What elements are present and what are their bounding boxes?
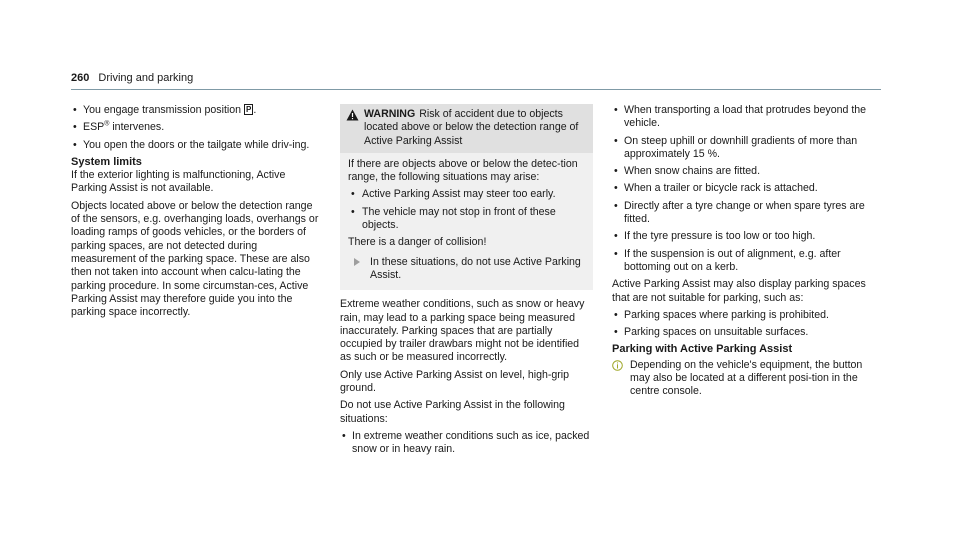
- conditions-list: [71, 104, 321, 152]
- column-3: [612, 104, 882, 399]
- list-item: • When snow chains are fitted.: [612, 165, 882, 178]
- page-number: 260: [71, 72, 90, 84]
- unsuitable-spaces-list: [612, 309, 882, 340]
- header-rule: [71, 89, 881, 90]
- p-position-symbol: P: [246, 105, 252, 114]
- list-item: • When a trailer or bicycle rack is attached.: [612, 182, 882, 195]
- list-item: • Parking spaces where parking is prohibited.: [612, 309, 882, 322]
- warning-box: [340, 104, 593, 290]
- warning-list: [348, 188, 585, 232]
- list-item: • When transporting a load that protrudes beyond the vehicle.: [612, 104, 882, 131]
- warning-title: WARNING: [364, 108, 416, 120]
- warning-intro: If there are objects above or below the detec-tion range, the following situations may arise:: [348, 157, 578, 184]
- section-title: Driving and parking: [98, 72, 194, 84]
- info-icon: [612, 360, 623, 371]
- section-heading-parking-with-assist: Parking with Active Parking Assist: [612, 343, 793, 356]
- section-heading-system-limits: System limits: [71, 155, 142, 168]
- warning-header: [340, 104, 593, 153]
- list-item: • On steep uphill or downhill gradients of more than approximately 15 %.: [612, 135, 882, 162]
- list-item: • If the suspension is out of alignment, e.g. after bottoming out on a kerb.: [612, 248, 882, 275]
- situations-list: [340, 430, 593, 457]
- warning-action: In these situations, do not use Active Parking Assist.: [348, 256, 585, 283]
- paragraph: Objects located above or below the detection range of the sensors, e.g. overhanging loads, overhangs or loading ramps of goods vehicles, or the borders of parking spaces, are not detected during measurement of the parking space. These are also then not taken into account when calcu-lating the parking procedure. In some circumstan-ces, Active Parking Assist may therefore guide you into the parking space incorrectly.: [71, 199, 319, 319]
- list-item: • Directly after a tyre change or when spare tyres are fitted.: [612, 200, 882, 227]
- list-item: • Parking spaces on unsuitable surfaces.: [612, 326, 882, 339]
- list-item: • In extreme weather conditions such as ice, packed snow or in heavy rain.: [340, 430, 593, 457]
- list-item: • ESP® intervenes.: [71, 121, 321, 134]
- list-item: • If the tyre pressure is too low or too high.: [612, 230, 882, 243]
- list-item: • You engage transmission position P .: [71, 104, 321, 117]
- info-note: Depending on the vehicle's equipment, the button may also be located at a different posi-tion in the centre console.: [612, 359, 882, 399]
- paragraph: Do not use Active Parking Assist in the following situations:: [340, 399, 565, 425]
- action-arrow-icon: [354, 258, 360, 266]
- paragraph: Active Parking Assist may also display parking spaces that are not suitable for parking, such as:: [612, 278, 866, 304]
- situations-list-continued: [612, 104, 882, 274]
- column-1: [71, 104, 321, 323]
- list-item: • You open the doors or the tailgate while driv-ing.: [71, 139, 321, 152]
- page-header: [71, 72, 193, 85]
- paragraph: Extreme weather conditions, such as snow or heavy rain, may lead to a parking space being measured inaccurately. Parking spaces that are partially occupied by trailer drawbars might not be identified as such or be measured incorrectly.: [340, 298, 585, 364]
- paragraph: Only use Active Parking Assist on level, high-grip ground.: [340, 368, 570, 395]
- column-2: [340, 104, 593, 461]
- registered-mark: ®: [104, 120, 110, 128]
- list-item: • The vehicle may not stop in front of these objects.: [348, 206, 585, 233]
- paragraph: If the exterior lighting is malfunctioning, Active Parking Assist is not available.: [71, 169, 286, 195]
- warning-triangle-icon: [346, 109, 359, 121]
- warning-danger: There is a danger of collision!: [348, 236, 487, 249]
- warning-body: [340, 153, 593, 290]
- list-item: • Active Parking Assist may steer too early.: [348, 188, 585, 201]
- warning-headline: Risk of accident due to objects located above or below the detection range of Active Parking Assist: [364, 108, 579, 147]
